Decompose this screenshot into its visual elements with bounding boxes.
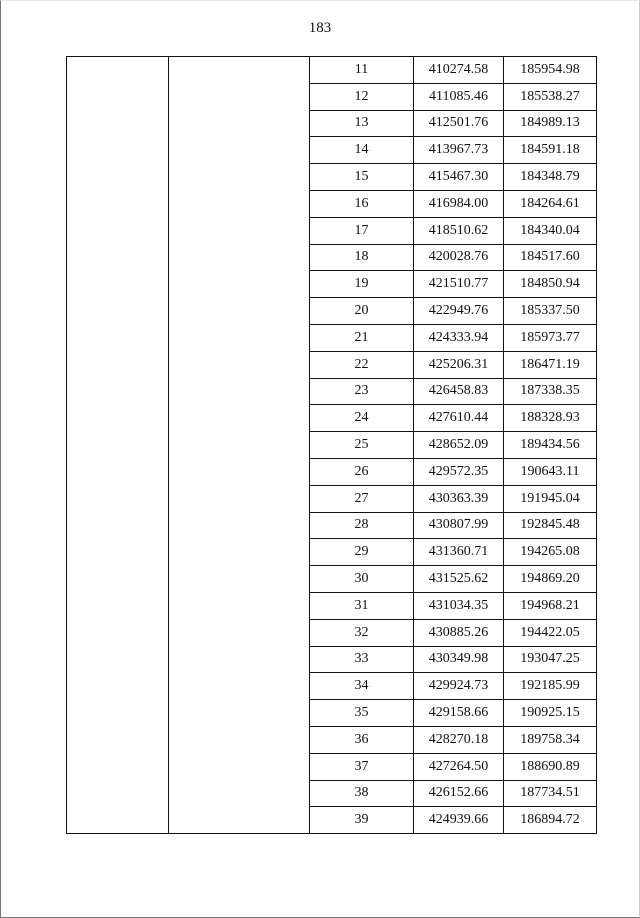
x-coordinate-cell: 426458.83 [414,378,504,405]
point-number-cell: 24 [310,405,414,432]
x-coordinate-cell: 430363.39 [414,485,504,512]
point-number-cell: 37 [310,753,414,780]
y-coordinate-cell: 184264.61 [504,190,597,217]
y-coordinate-cell: 191945.04 [504,485,597,512]
coordinates-table [66,56,597,834]
x-coordinate-cell: 429572.35 [414,458,504,485]
coordinates-table-body [67,57,597,834]
y-coordinate-cell: 190925.15 [504,700,597,727]
point-number-cell: 31 [310,592,414,619]
point-number-cell: 39 [310,807,414,834]
x-coordinate-cell: 411085.46 [414,83,504,110]
x-coordinate-cell: 431360.71 [414,539,504,566]
x-coordinate-cell: 424333.94 [414,324,504,351]
point-number-cell: 32 [310,619,414,646]
point-number-cell: 11 [310,57,414,84]
point-number-cell: 15 [310,164,414,191]
y-coordinate-cell: 185973.77 [504,324,597,351]
y-coordinate-cell: 188690.89 [504,753,597,780]
x-coordinate-cell: 427610.44 [414,405,504,432]
y-coordinate-cell: 186894.72 [504,807,597,834]
y-coordinate-cell: 184348.79 [504,164,597,191]
y-coordinate-cell: 185337.50 [504,298,597,325]
y-coordinate-cell: 192185.99 [504,673,597,700]
x-coordinate-cell: 418510.62 [414,217,504,244]
point-number-cell: 21 [310,324,414,351]
table-row [67,57,597,84]
x-coordinate-cell: 428270.18 [414,726,504,753]
y-coordinate-cell: 184850.94 [504,271,597,298]
y-coordinate-cell: 186471.19 [504,351,597,378]
point-number-cell: 14 [310,137,414,164]
point-number-cell: 36 [310,726,414,753]
x-coordinate-cell: 430349.98 [414,646,504,673]
x-coordinate-cell: 410274.58 [414,57,504,84]
x-coordinate-cell: 428652.09 [414,432,504,459]
y-coordinate-cell: 194265.08 [504,539,597,566]
x-coordinate-cell: 431525.62 [414,566,504,593]
point-number-cell: 19 [310,271,414,298]
y-coordinate-cell: 184517.60 [504,244,597,271]
y-coordinate-cell: 194869.20 [504,566,597,593]
point-number-cell: 33 [310,646,414,673]
x-coordinate-cell: 431034.35 [414,592,504,619]
x-coordinate-cell: 429158.66 [414,700,504,727]
y-coordinate-cell: 194968.21 [504,592,597,619]
point-number-cell: 34 [310,673,414,700]
x-coordinate-cell: 412501.76 [414,110,504,137]
y-coordinate-cell: 185538.27 [504,83,597,110]
point-number-cell: 13 [310,110,414,137]
x-coordinate-cell: 429924.73 [414,673,504,700]
y-coordinate-cell: 190643.11 [504,458,597,485]
x-coordinate-cell: 424939.66 [414,807,504,834]
point-number-cell: 17 [310,217,414,244]
x-coordinate-cell: 430885.26 [414,619,504,646]
x-coordinate-cell: 426152.66 [414,780,504,807]
y-coordinate-cell: 193047.25 [504,646,597,673]
y-coordinate-cell: 189434.56 [504,432,597,459]
y-coordinate-cell: 192845.48 [504,512,597,539]
x-coordinate-cell: 420028.76 [414,244,504,271]
y-coordinate-cell: 184340.04 [504,217,597,244]
x-coordinate-cell: 413967.73 [414,137,504,164]
point-number-cell: 29 [310,539,414,566]
y-coordinate-cell: 187338.35 [504,378,597,405]
point-number-cell: 26 [310,458,414,485]
x-coordinate-cell: 427264.50 [414,753,504,780]
x-coordinate-cell: 430807.99 [414,512,504,539]
point-number-cell: 12 [310,83,414,110]
point-number-cell: 25 [310,432,414,459]
point-number-cell: 18 [310,244,414,271]
point-number-cell: 16 [310,190,414,217]
y-coordinate-cell: 184989.13 [504,110,597,137]
x-coordinate-cell: 425206.31 [414,351,504,378]
point-number-cell: 28 [310,512,414,539]
x-coordinate-cell: 415467.30 [414,164,504,191]
y-coordinate-cell: 185954.98 [504,57,597,84]
y-coordinate-cell: 189758.34 [504,726,597,753]
page-number: 183 [308,20,332,36]
empty-merged-cell-2 [169,57,310,834]
point-number-cell: 35 [310,700,414,727]
point-number-cell: 23 [310,378,414,405]
point-number-cell: 20 [310,298,414,325]
point-number-cell: 22 [310,351,414,378]
x-coordinate-cell: 421510.77 [414,271,504,298]
y-coordinate-cell: 188328.93 [504,405,597,432]
point-number-cell: 38 [310,780,414,807]
point-number-cell: 30 [310,566,414,593]
y-coordinate-cell: 194422.05 [504,619,597,646]
x-coordinate-cell: 416984.00 [414,190,504,217]
point-number-cell: 27 [310,485,414,512]
empty-merged-cell-1 [67,57,169,834]
x-coordinate-cell: 422949.76 [414,298,504,325]
y-coordinate-cell: 187734.51 [504,780,597,807]
y-coordinate-cell: 184591.18 [504,137,597,164]
